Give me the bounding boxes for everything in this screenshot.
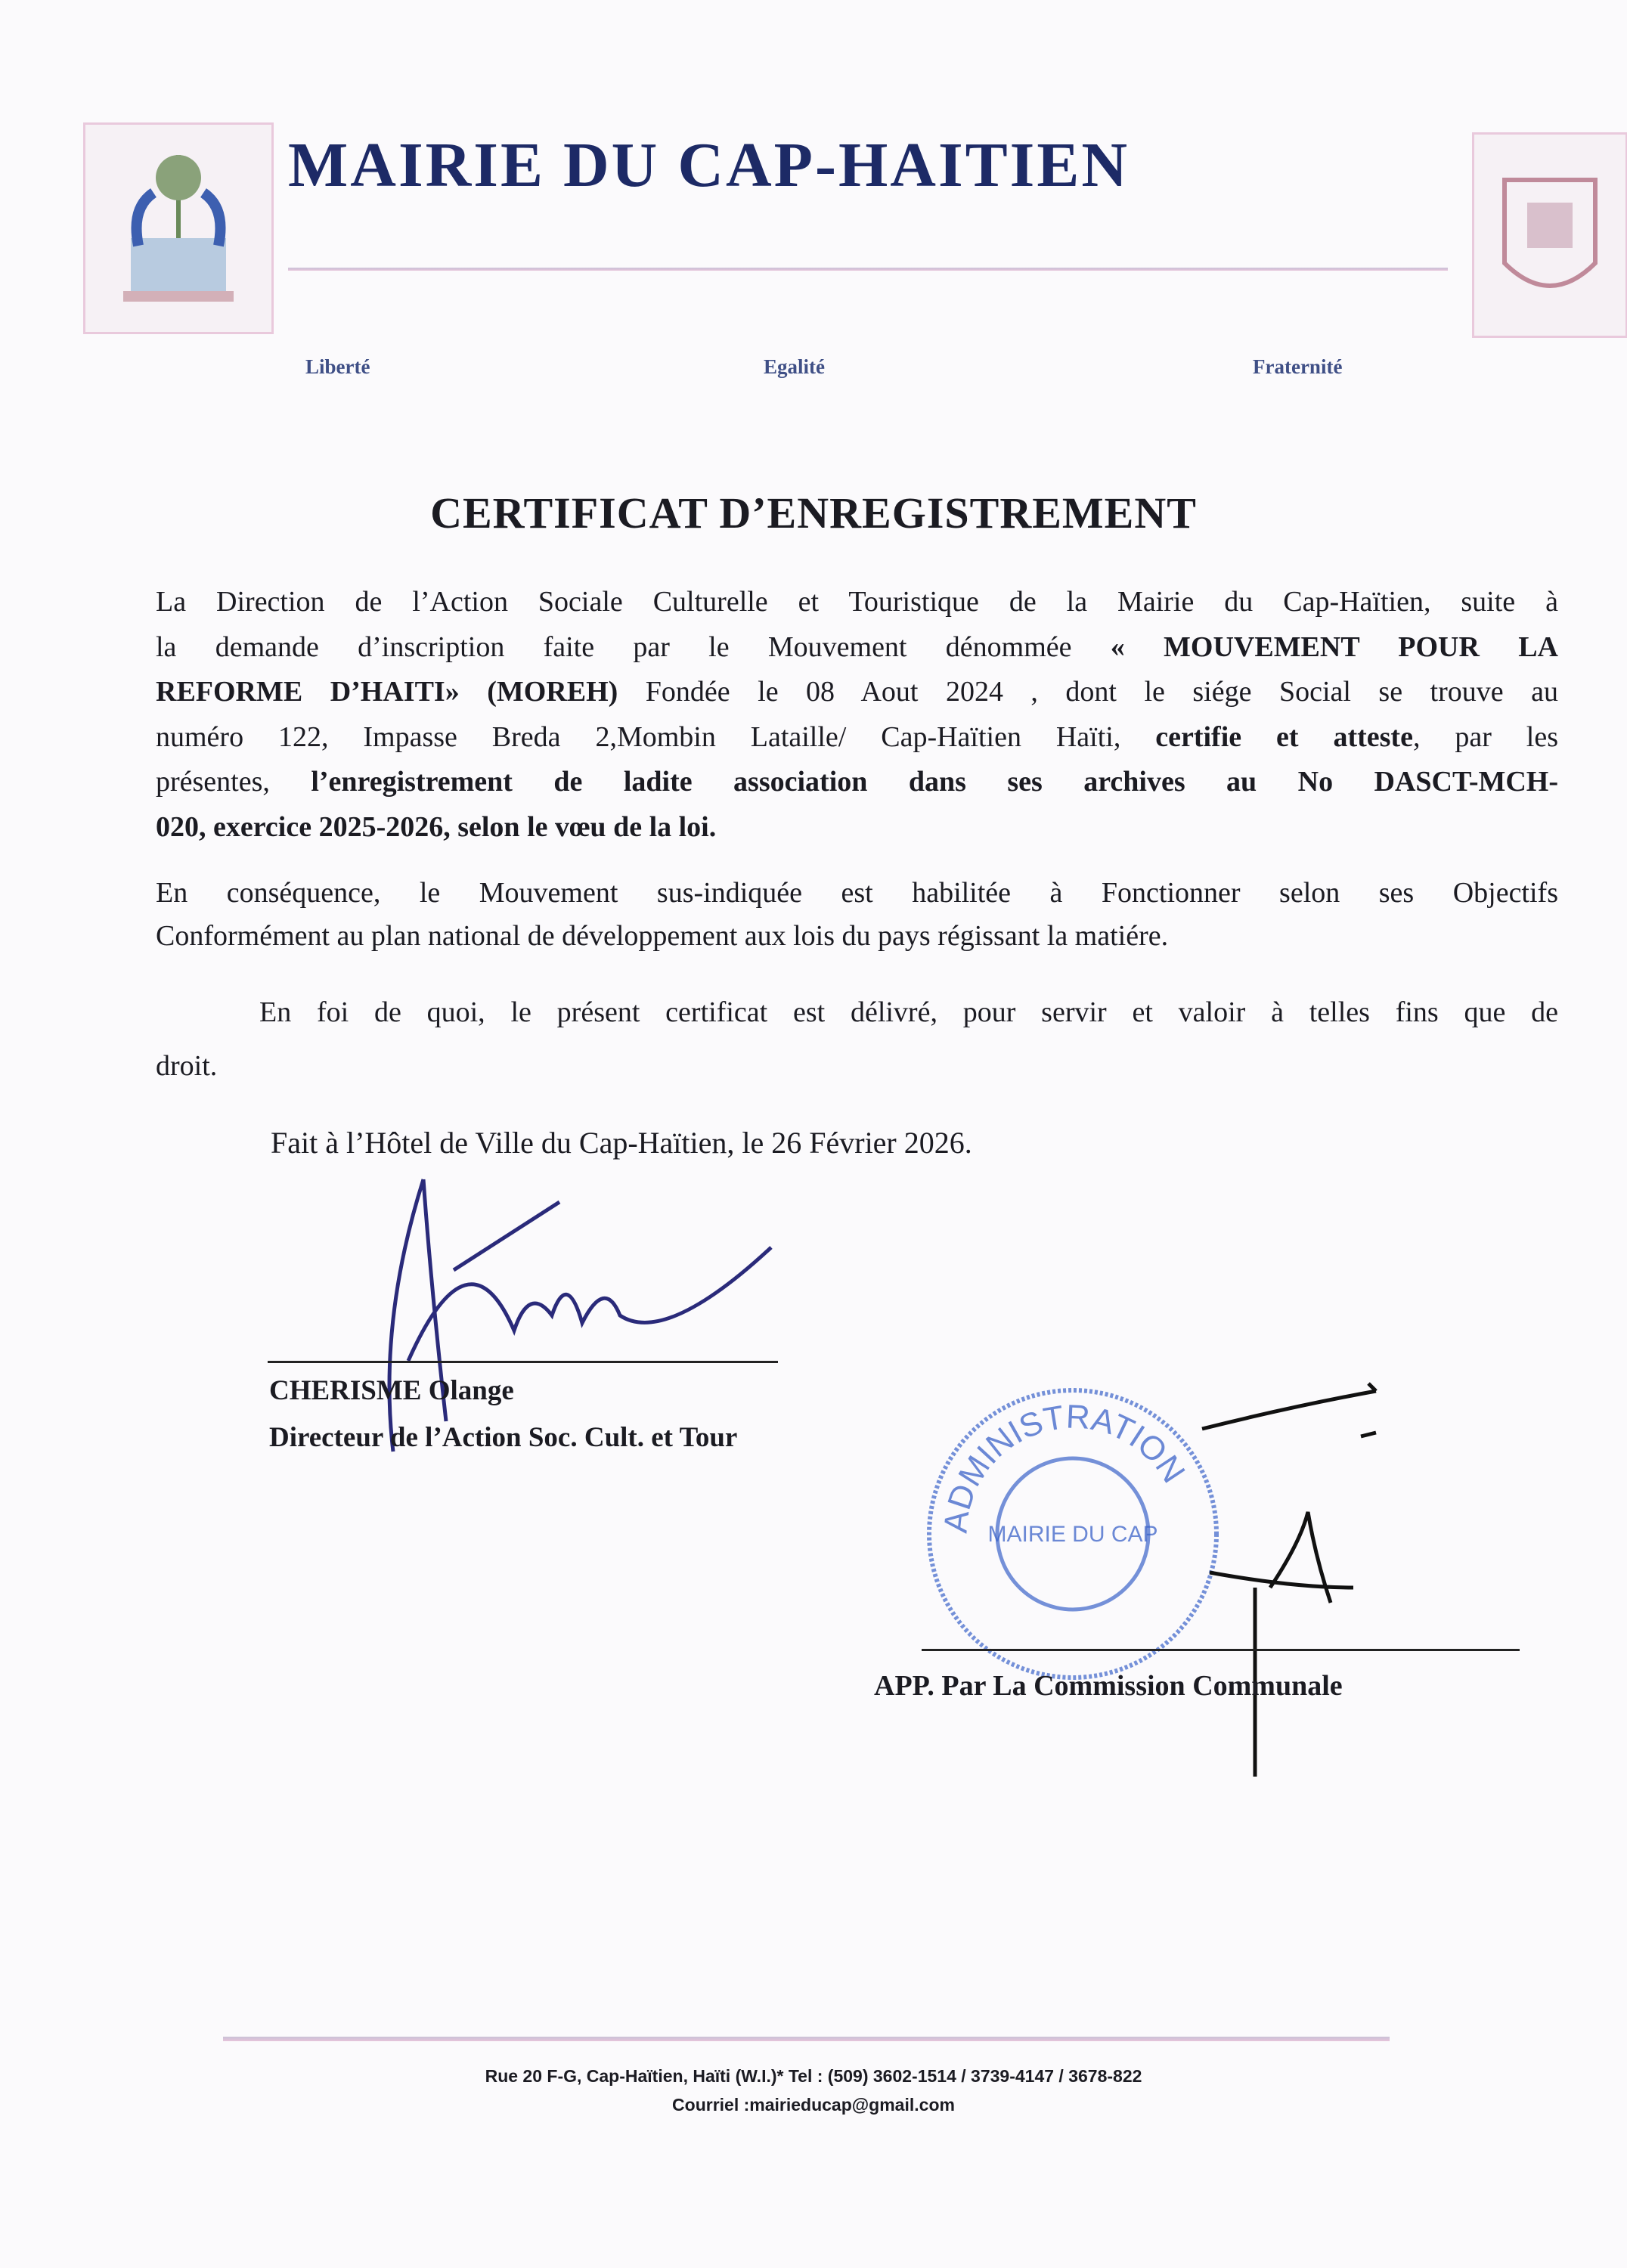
paragraph-registration-line (156, 674, 1558, 709)
director-signature-line (268, 1361, 778, 1363)
motto-liberte: Liberté (305, 355, 370, 378)
footer-email: Courriel :mairieducap@gmail.com (672, 2095, 955, 2115)
place-and-date: Fait à l’Hôtel de Ville du Cap-Haïtien, le 26 Février 2026. (271, 1126, 972, 1160)
paragraph-closing-line: droit. (156, 1050, 218, 1082)
administration-stamp (922, 1383, 1224, 1685)
signatory-title: Directeur de l’Action Soc. Cult. et Tour (269, 1422, 738, 1453)
bold-text-segment: 020, exercice 2025-2026, selon le vœu de la loi. (156, 810, 717, 843)
haiti-coat-of-arms-logo (83, 122, 274, 334)
stamp-inner-text: MAIRIE DU CAP (987, 1522, 1158, 1547)
city-seal-logo (1472, 132, 1627, 338)
paragraph-registration-line (156, 764, 1558, 799)
paragraph-registration-line (156, 720, 1558, 754)
text-segment: la demande d’inscription faite par le Mouvement dénommée (156, 631, 1111, 663)
paragraph-registration-line (156, 630, 1558, 665)
bold-text-segment: « MOUVEMENT POUR LA (1110, 631, 1558, 663)
paragraph-consequence-line: En conséquence, le Mouvement sus-indiquée est habilitée à Fonctionner selon ses Objectifs (156, 877, 1558, 909)
mairie-title: MAIRIE DU CAP-HAITIEN (288, 130, 1130, 200)
commission-signature (1179, 1361, 1421, 1784)
motto-fraternite: Fraternité (1253, 355, 1343, 378)
commission-signature-line (922, 1649, 1520, 1651)
paragraph-registration-line (156, 584, 1558, 619)
text-segment: Fondée le 08 Aout 2024 , dont le siége Social se trouve au (618, 676, 1558, 708)
footer-address: Rue 20 F-G, Cap-Haïtien, Haïti (W.I.)* Tel : (509) 3602-1514 / 3739-4147 / 3678-822 (485, 2066, 1142, 2086)
bold-text-segment: REFORME D’HAITI» (MOREH) (156, 676, 618, 708)
paragraph-closing-line: En foi de quoi, le présent certificat est délivré, pour servir et valoir à telles fins que de (259, 996, 1558, 1028)
motto-egalite: Egalité (764, 355, 825, 378)
text-segment: La Direction de l’Action Sociale Culturelle et Touristique de la Mairie du Cap-Haïtien, suite à (156, 586, 1558, 618)
header-divider (288, 268, 1448, 271)
bold-text-segment: l’enregistrement de ladite association dans ses archives au No DASCT-MCH- (311, 766, 1559, 798)
commission-approval: APP. Par La Commission Communale (874, 1670, 1343, 1702)
signatory-name: CHERISME Olange (269, 1375, 514, 1406)
certificate-title: CERTIFICAT D’ENREGISTREMENT (430, 488, 1197, 538)
paragraph-consequence-line: Conformément au plan national de développement aux lois du pays régissant la matiére. (156, 920, 1169, 952)
text-segment: numéro 122, Impasse Breda 2,Mombin Lataille/ Cap-Haïtien Haïti, (156, 720, 1156, 753)
text-segment: , par les (1412, 720, 1558, 753)
bold-text-segment: certifie et atteste (1155, 720, 1413, 753)
svg-text:ADMINISTRATION (937, 1398, 1192, 1535)
text-segment: présentes, (156, 766, 311, 798)
paragraph-registration-line (156, 810, 1558, 844)
footer-divider (223, 2037, 1390, 2041)
stamp-outer-text: ADMINISTRATION (937, 1398, 1192, 1535)
